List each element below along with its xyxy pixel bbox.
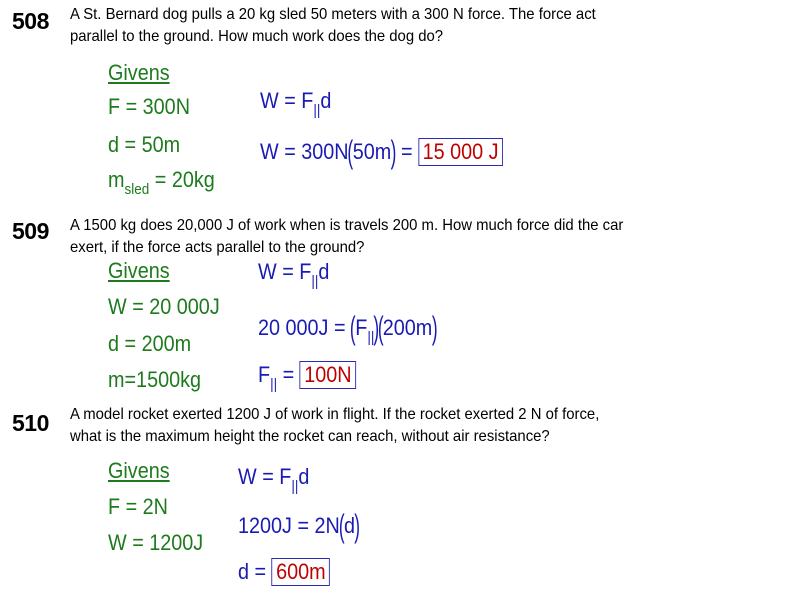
question-line: parallel to the ground. How much work does the dog do? [70, 28, 444, 45]
given: d = 50m [108, 132, 181, 157]
equation [258, 259, 329, 290]
question-line: A model rocket exerted 1200 J of work in flight. If the rocket exerted 2 N of force, [70, 406, 600, 423]
question-line: exert, if the force acts parallel to the ground? [70, 239, 365, 256]
problem-number: 510 [12, 410, 49, 436]
given-sub: sled [124, 181, 150, 198]
givens-label: Givens [108, 458, 170, 483]
given [108, 167, 215, 198]
eq-part: W = 300N [260, 139, 349, 164]
eq-sub: || [367, 329, 375, 346]
eq-part: W = F [258, 259, 312, 284]
eq-part: W = F [260, 88, 314, 113]
equation [238, 558, 330, 586]
eq-sub: || [311, 273, 319, 290]
eq-part: d [298, 464, 310, 489]
eq-sub: || [270, 376, 278, 393]
given-value: = 20kg [149, 167, 215, 192]
answer-box: 600m [272, 558, 331, 586]
eq-part: F [258, 362, 271, 387]
given: d = 200m [108, 331, 192, 356]
eq-part: d [320, 88, 332, 113]
eq-sub: || [313, 102, 321, 119]
given-var: m [108, 167, 125, 192]
question-text [70, 4, 596, 48]
equation [258, 361, 356, 393]
equation: 20 $000J = (F_{||})(200m)$ [258, 310, 438, 346]
answer-box: 100N [300, 361, 356, 389]
question-line: A 1500 kg does 20,000 J of work when is travels 200 m. How much force did the car [70, 217, 624, 234]
eq-part: 200m [382, 315, 433, 340]
eq-part: F [355, 315, 368, 340]
question-text [70, 215, 623, 259]
problem-number: 509 [12, 218, 49, 244]
eq-part: = [277, 362, 300, 387]
eq-part: d = [238, 559, 272, 584]
eq-sub: || [291, 478, 299, 495]
answer-box: 15 000 J [418, 138, 503, 166]
equation: W = 300N(50m) = 15 000 J [260, 134, 503, 171]
eq-part: d [318, 259, 330, 284]
question-text [70, 404, 599, 448]
question-line: what is the maximum height the rocket can reach, without air resistance? [70, 428, 550, 445]
givens-label: Givens [108, 258, 170, 283]
eq-part: 50m [352, 139, 392, 164]
givens-label: Givens [108, 60, 170, 85]
given: F = 300N [108, 94, 190, 119]
equation: 1200J = 2N(d) [238, 508, 361, 544]
equation [238, 464, 309, 495]
equation [260, 88, 331, 119]
problem-number: 508 [12, 8, 49, 34]
eq-part: W = F [238, 464, 292, 489]
given: W = 20 000J [108, 294, 220, 319]
given: F = 2N [108, 494, 168, 519]
eq-part: d [344, 513, 356, 538]
given: m=1500kg [108, 367, 202, 392]
question-line: A St. Bernard dog pulls a 20 kg sled 50 meters with a 300 N force. The force act [70, 6, 596, 23]
given: W = 1200J [108, 530, 204, 555]
eq-part: 1200J = 2N [238, 513, 340, 538]
eq-part: 20 000J = [258, 315, 352, 340]
eq-part: = [395, 139, 419, 164]
